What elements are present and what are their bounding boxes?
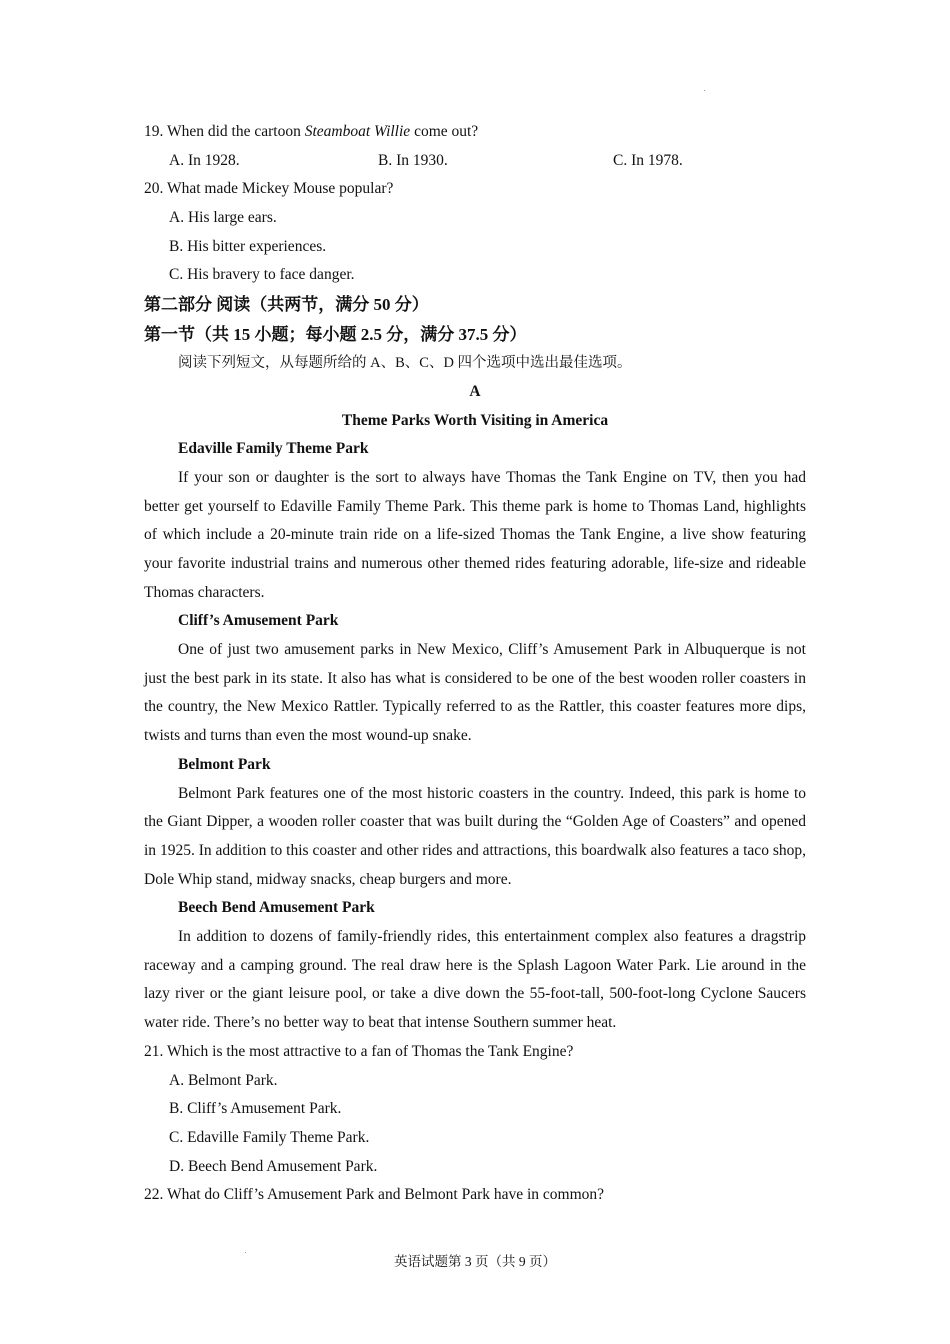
- section-body-beech-bend: In addition to dozens of family-friendly rides, this entertainment complex also features a dragstrip raceway and a camping ground. The real draw here is the Splash Lagoon Water Park. Lie around in the lazy river or the giant leisure pool, or take a dive down the 55-foot-tall, 500-foot-long Cyclone Saucers water ride. There’s no better way to beat that intense Southern summer heat.: [144, 928, 806, 1032]
- section-heading-belmont: Belmont Park: [178, 755, 271, 773]
- page-footer: 英语试题第 3 页（共 9 页）: [394, 1254, 556, 1269]
- q19-option-b: B. In 1930.: [378, 151, 448, 169]
- q19-stem-text: 19. When did the cartoon: [144, 123, 305, 140]
- question-20-stem: 20. What made Mickey Mouse popular?: [144, 180, 394, 198]
- q19-option-a: A. In 1928.: [169, 151, 240, 169]
- section-body-edaville: If your son or daughter is the sort to always have Thomas the Tank Engine on TV, then you had better get yourself to Edaville Family Theme Park. This theme park is home to Thomas Land, highlights of which include a 20-minute train ride on a life-sized Thomas the Tank Engine, a live show featuring your favorite industrial trains and numerous other themed rides featuring adorable, life-size and rideable Thomas characters.: [144, 468, 806, 601]
- q21-option-b: B. Cliff’s Amusement Park.: [169, 1100, 342, 1118]
- section-body-belmont: Belmont Park features one of the most historic coasters in the country. Indeed, this park is home to the Giant Dipper, a wooden roller coaster that was built during the “Golden Age of Coasters” and opened in 1925. In addition to this coaster and other rides and attractions, this boardwalk also features a taco shop, Dole Whip stand, midway snacks, cheap burgers and more.: [144, 784, 806, 888]
- section-heading-edaville: Edaville Family Theme Park: [178, 440, 369, 458]
- question-21-stem: 21. Which is the most attractive to a fan of Thomas the Tank Engine?: [144, 1042, 574, 1060]
- question-22-stem: 22. What do Cliff’s Amusement Park and Belmont Park have in common?: [144, 1186, 605, 1204]
- q21-option-c: C. Edaville Family Theme Park.: [169, 1128, 370, 1146]
- passage-title: Theme Parks Worth Visiting in America: [341, 411, 609, 429]
- q21-option-d: D. Beech Bend Amusement Park.: [169, 1157, 378, 1175]
- q19-option-c: C. In 1978.: [613, 151, 683, 169]
- question-19-stem: [144, 118, 806, 147]
- q20-option-a: A. His large ears.: [169, 209, 277, 227]
- section-heading-cliffs: Cliff’s Amusement Park: [178, 612, 339, 630]
- section-heading-beech-bend: Beech Bend Amusement Park: [178, 899, 375, 917]
- q21-option-a: A. Belmont Park.: [169, 1071, 278, 1089]
- passage-label: A: [469, 382, 481, 400]
- q19-stem-end: come out?: [410, 123, 479, 140]
- scan-speck: [704, 90, 705, 91]
- section-body-cliffs: One of just two amusement parks in New Mexico, Cliff’s Amusement Park in Albuquerque is not just the best park in its state. It also has what is considered to be one of the best wooden roller coasters in the country, the New Mexico Rattler. Typically referred to as the Rattler, this coaster features more dips, twists and turns than even the most wound-up snake.: [144, 641, 806, 745]
- q19-cartoon-title: Steamboat Willie: [304, 123, 411, 140]
- question-19-options: [144, 147, 806, 176]
- exam-page: [144, 118, 806, 1210]
- q20-option-c: C. His bravery to face danger.: [169, 266, 355, 284]
- reading-instruction: 阅读下列短文，从每题所给的 A、B、C、D 四个选项中选出最佳选项。: [178, 355, 632, 372]
- section-one-title: 第一节（共 15 小题；每小题 2.5 分，满分 37.5 分）: [144, 324, 527, 344]
- q20-option-b: B. His bitter experiences.: [169, 237, 327, 255]
- part-two-title: 第二部分 阅读（共两节，满分 50 分）: [144, 295, 429, 315]
